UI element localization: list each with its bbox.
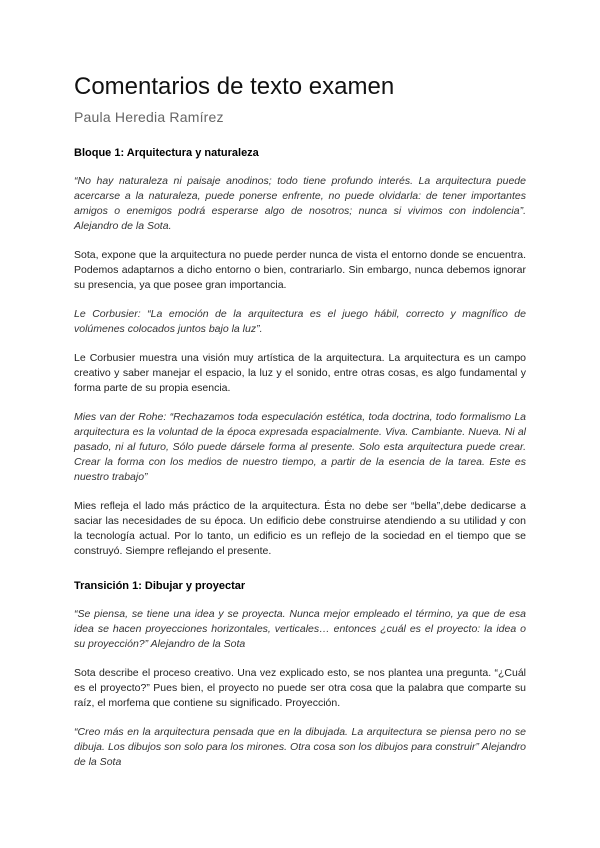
quote-paragraph: “No hay naturaleza ni paisaje anodinos; todo tiene profundo interés. La arquitectura puede acercarse a la naturaleza, puede ponerse enfrente, no puede olvidarla: de tener importantes amigos o enemigos podrá esperarse algo de nosotros; nunca si vivimos con indolencia”. Alejandro de la Sota. <box>74 175 526 232</box>
document-title: Comentarios de texto examen <box>74 73 395 100</box>
quote-paragraph: “Se piensa, se tiene una idea y se proyecta. Nunca mejor empleado el término, ya que de esa idea se hacen proyecciones horizontales, verticales… entonces ¿cuál es el proyecto: la idea o su proyección?” Alejandro de la Sota <box>74 608 526 650</box>
document-author: Paula Heredia Ramírez <box>74 109 224 125</box>
body-paragraph: Mies refleja el lado más práctico de la arquitectura. Ésta no debe ser “bella”,debe dedicarse a saciar las necesidades de su época. Un edificio debe construirse atendiendo a su utilidad y con la tecnología actual. Por lo tanto, un edificio es un reflejo de la sociedad en el tiempo que se construyó. Siempre reflejando el presente. <box>74 500 526 557</box>
section-heading: Transición 1: Dibujar y proyectar <box>74 580 246 592</box>
body-paragraph: Le Corbusier muestra una visión muy artística de la arquitectura. La arquitectura es un campo creativo y saber manejar el espacio, la luz y el sonido, entre otras cosas, es algo fundamental y forma parte de su propia esencia. <box>74 352 526 394</box>
body-paragraph: Sota, expone que la arquitectura no puede perder nunca de vista el entorno donde se encuentra. Podemos adaptarnos a dicho entorno o bien, contrariarlo. Sin embargo, nunca debemos ignorar su presencia, ya que posee gran importancia. <box>74 249 526 291</box>
quote-paragraph: Le Corbusier: “La emoción de la arquitectura es el juego hábil, correcto y magnífico de volúmenes colocados juntos bajo la luz”. <box>74 308 526 335</box>
quote-paragraph: Mies van der Rohe: “Rechazamos toda especulación estética, toda doctrina, todo formalismo La arquitectura es la voluntad de la época expresada espacialmente. Viva. Cambiante. Nueva. Ni al pasado, ni al futuro, Sólo puede dársele forma al presente. Solo esta arquitectura puede crear. Crear la forma con los medios de nuestro tiempo, a partir de la esencia de la tarea. Este es nuestro trabajo” <box>74 411 526 483</box>
section-heading: Bloque 1: Arquitectura y naturaleza <box>74 147 259 159</box>
quote-paragraph: “Creo más en la arquitectura pensada que en la dibujada. La arquitectura se piensa pero no se dibuja. Los dibujos son solo para los mirones. Otra cosa son los dibujos para construir” Alejandro de la Sota <box>74 726 526 768</box>
body-paragraph: Sota describe el proceso creativo. Una vez explicado esto, se nos plantea una pregunta. “¿Cuál es el proyecto?” Pues bien, el proyecto no puede ser otra cosa que la palabra que comparte su raíz, el morfema que contiene su significado. Proyección. <box>74 667 526 709</box>
